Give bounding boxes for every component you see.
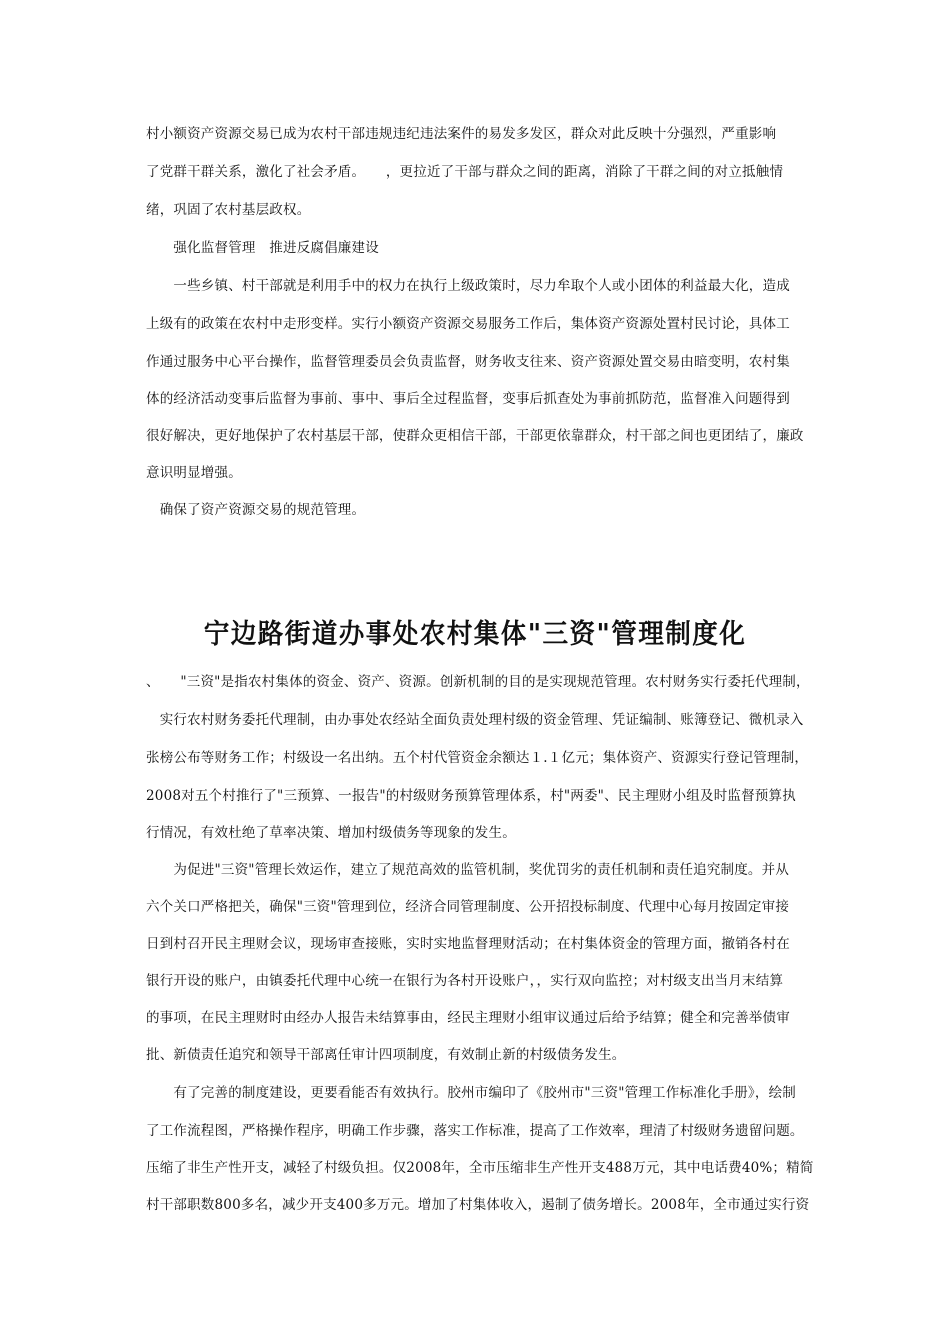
paragraph-line: 村小额资产资源交易已成为农村干部违规违纪违法案件的易发多发区，群众对此反映十分强烈，严重影响: [146, 126, 777, 142]
page-title: 宁边路街道办事处农村集体"三资"管理制度化: [203, 619, 747, 650]
paragraph-line: 作通过服务中心平台操作，监督管理委员会负责监督，财务收支往来、资产资源处置交易由暗变明，农村集: [146, 354, 790, 370]
paragraph-line: 很好解决，更好地保护了农村基层干部，使群众更相信干部，干部更依靠群众，村干部之间也更团结了，廉政: [146, 428, 804, 444]
paragraph-line: 为促进"三资"管理长效运作，建立了规范高效的监管机制，奖优罚劣的责任机制和责任追究制度。并从: [146, 862, 790, 878]
paragraph-line: 一些乡镇、村干部就是利用手中的权力在执行上级政策时，尽力牟取个人或小团体的利益最大化，造成: [146, 278, 790, 294]
paragraph-line: 银行开设的账户，由镇委托代理中心统一在银行为各村开设账户，，实行双向监控；对村级支出当月末结算: [146, 973, 784, 989]
paragraph-line: 了工作流程图，严格操作程序，明确工作步骤，落实工作标准，提高了工作效率，理清了村级财务遗留问题。: [146, 1123, 804, 1139]
paragraph-line: 张榜公布等财务工作；村级设一名出纳。五个村代管资金余额达１.１亿元；集体资产、资源实行登记管理制，: [146, 750, 809, 766]
paragraph-line: 六个关口严格把关，确保"三资"管理到位，经济合同管理制度、公开招投标制度、代理中心每月按固定审接: [146, 899, 790, 915]
paragraph-line: 村干部职数800多名，减少开支400多万元。增加了村集体收入，遏制了债务增长。2008年，全市通过实行资: [146, 1197, 810, 1213]
paragraph-line: 的事项，在民主理财时由经办人报告未结算事由，经民主理财小组审议通过后给予结算；健全和完善举债审: [146, 1010, 790, 1026]
paragraph-line: 绪，巩固了农村基层政权。: [146, 202, 311, 218]
paragraph-line: 意识明显增强。: [146, 465, 242, 481]
paragraph-line: 日到村召开民主理财会议，现场审查接账，实时实地监督理财活动；在村集体资金的管理方面，撤销各村在: [146, 936, 790, 952]
paragraph-line: 上级有的政策在农村中走形变样。实行小额资产资源交易服务工作后，集体资产资源处置村民讨论，具体工: [146, 316, 790, 332]
paragraph-line: 压缩了非生产性开支，减轻了村级负担。仅2008年，全市压缩非生产性开支488万元，其中电话费40%；精简: [146, 1160, 814, 1176]
paragraph-line: 体的经济活动变事后监督为事前、事中、事后全过程监督，变事后抓查处为事前抓防范，监督准入问题得到: [146, 391, 790, 407]
paragraph-line: 确保了资产资源交易的规范管理。: [146, 502, 366, 518]
paragraph-line: 实行农村财务委托代理制，由办事处农经站全面负责处理村级的资金管理、凭证编制、账簿登记、微机录入: [146, 712, 804, 728]
paragraph-line: 批、新债责任追究和领导干部离任审计四项制度，有效制止新的村级债务发生。: [146, 1047, 626, 1063]
paragraph-line: 有了完善的制度建设，更要看能否有效执行。胶州市编印了《胶州市"三资"管理工作标准化手册》，绘制: [146, 1085, 796, 1101]
paragraph-line: 了党群干群关系，激化了社会矛盾。 ，更拉近了干部与群众之间的距离，消除了干群之间的对立抵触情: [146, 164, 784, 180]
paragraph-line: 、 "三资"是指农村集体的资金、资产、资源。创新机制的目的是实现规范管理。农村财务实行委托代理制，: [146, 674, 810, 690]
paragraph-line: 行情况，有效杜绝了草率决策、增加村级债务等现象的发生。: [146, 825, 516, 841]
section-heading: 强化监督管理 推进反腐倡廉建设: [146, 240, 379, 256]
paragraph-line: 2008对五个村推行了"三预算、一报告"的村级财务预算管理体系，村"两委"、民主理财小组及时监督预算执: [146, 788, 796, 804]
